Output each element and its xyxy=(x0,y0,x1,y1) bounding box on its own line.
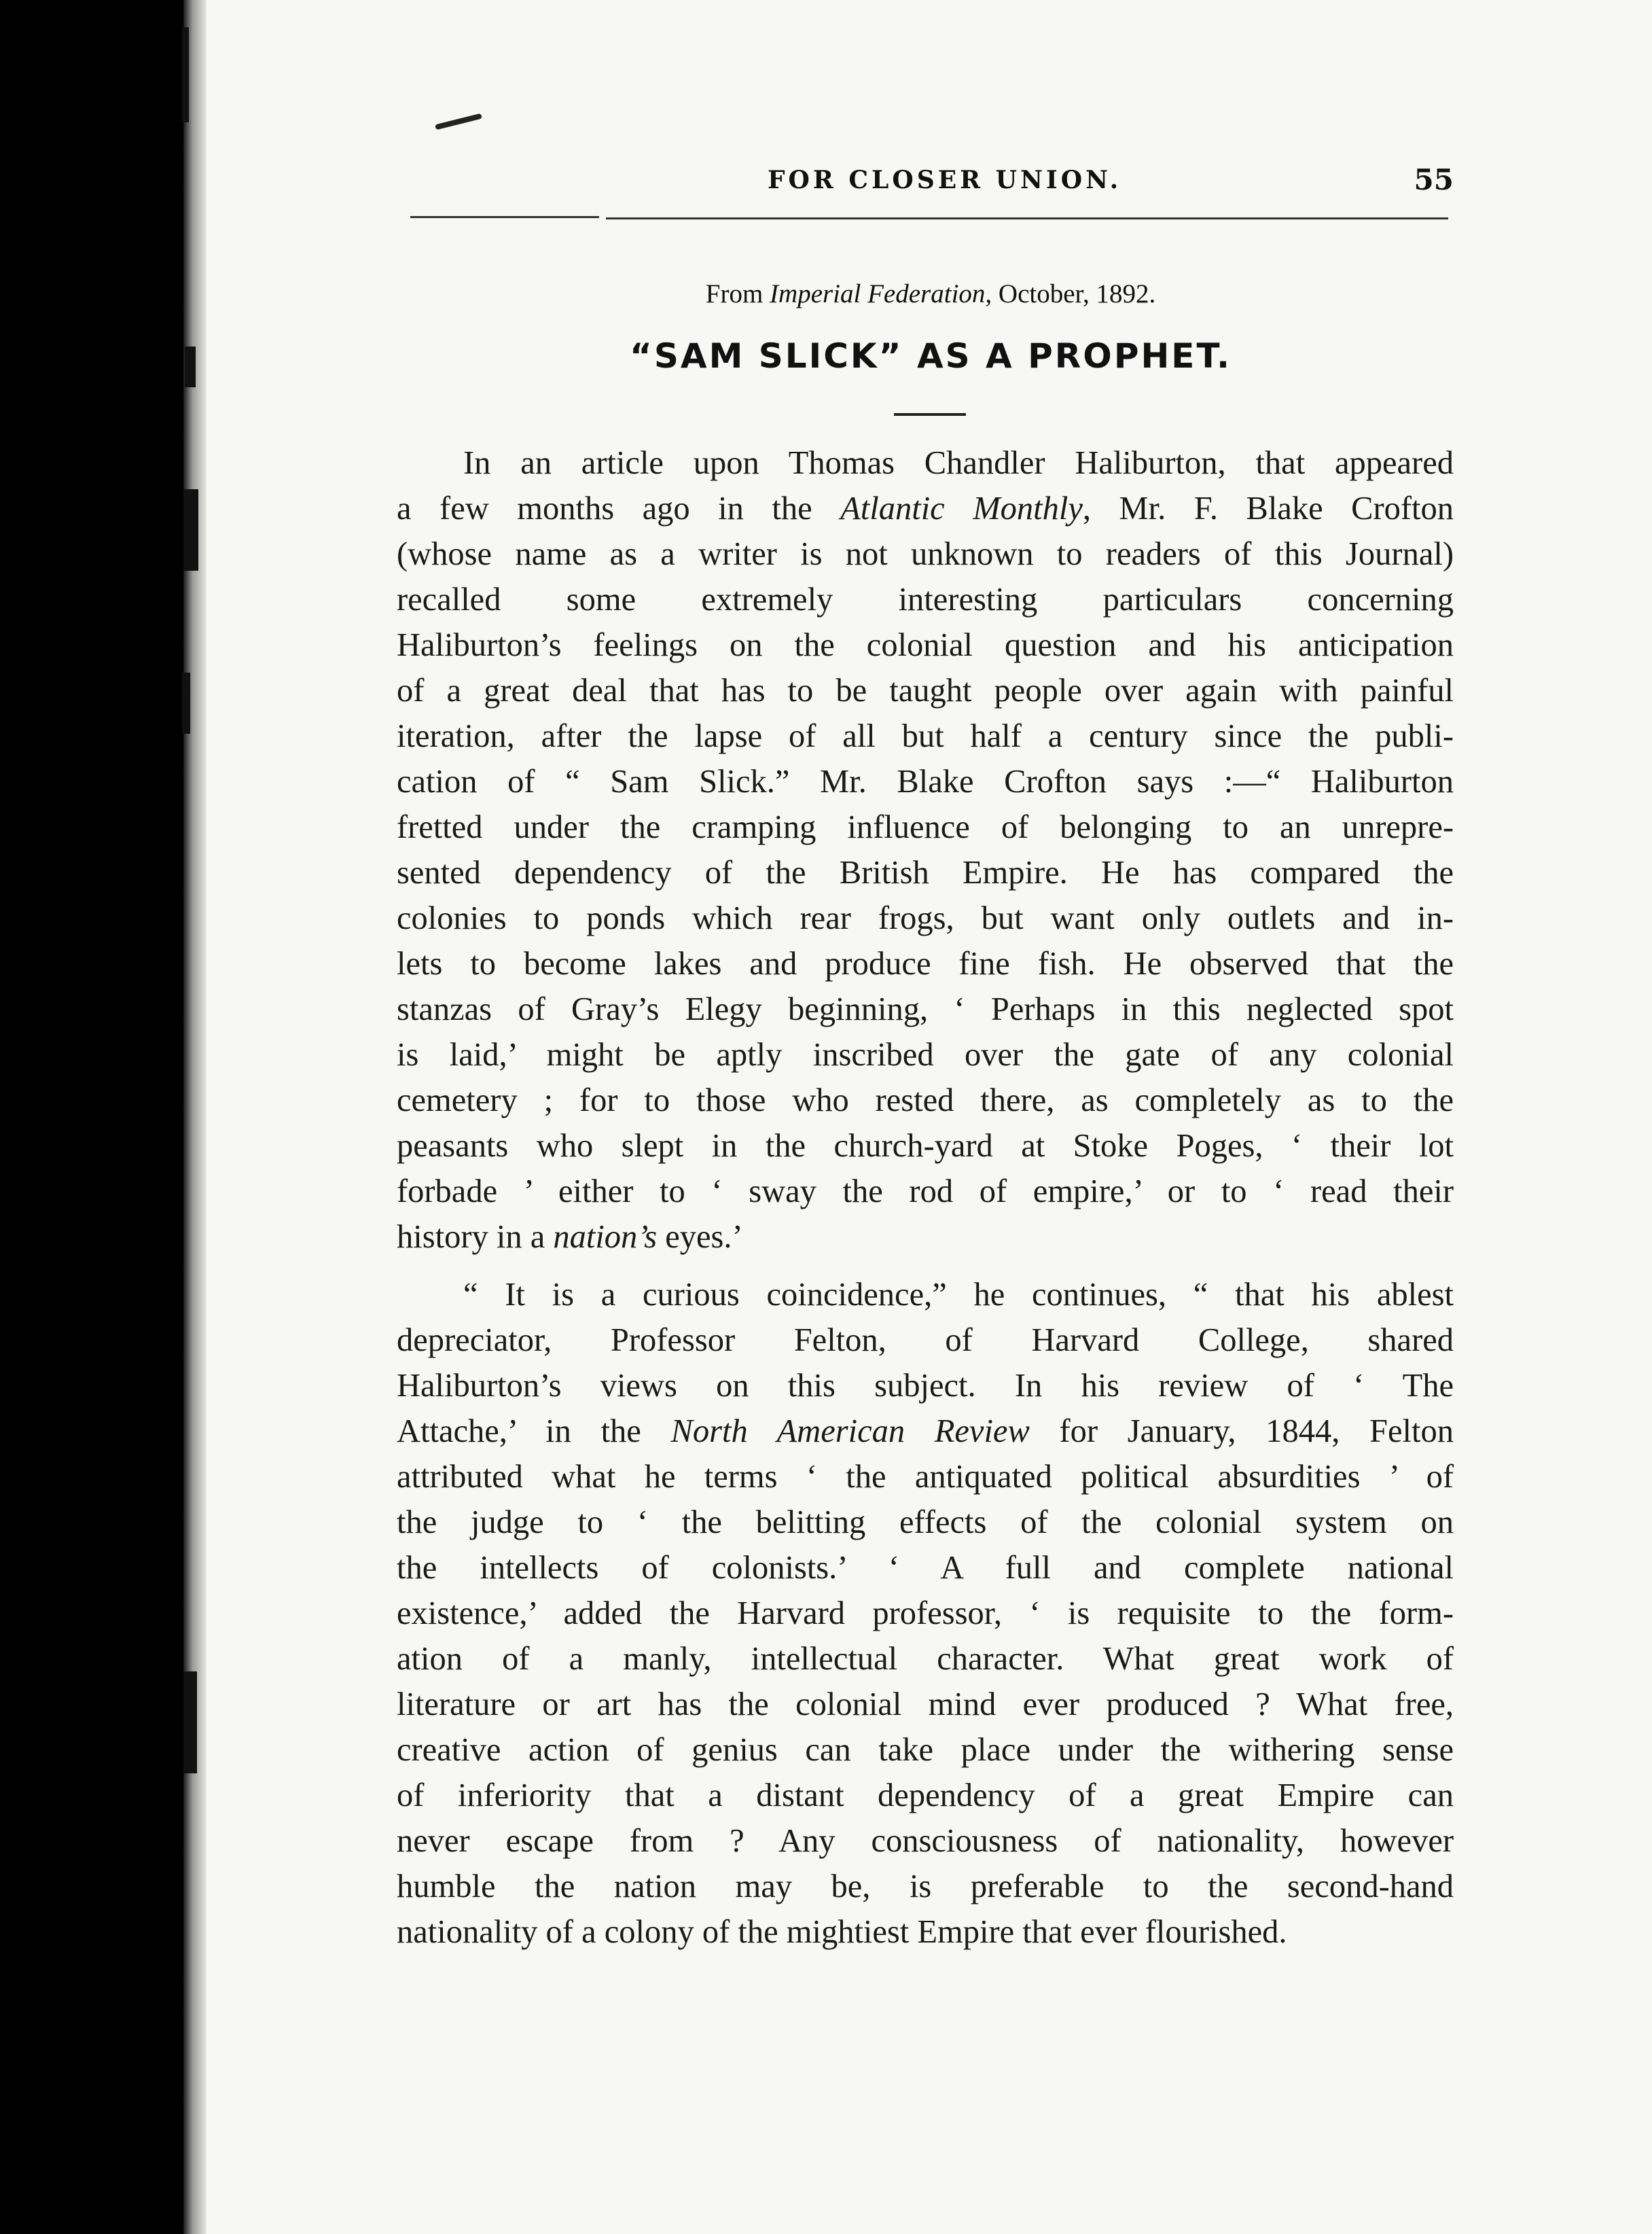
text-line: Haliburton’s feelings on the colonial question and his anticipation xyxy=(397,627,1454,663)
text-line: In an article upon Thomas Chandler Haliburton, that appeared xyxy=(463,445,1454,481)
text-line: cation of “ Sam Slick.” Mr. Blake Crofton says :—“ Haliburton xyxy=(397,764,1454,800)
text-line: “ It is a curious coincidence,” he continues, “ that his ablest xyxy=(463,1277,1454,1313)
text-line: never escape from ? Any consciousness of nationality, however xyxy=(397,1823,1454,1859)
article-title: “SAM SLICK” AS A PROPHET. xyxy=(630,336,1232,376)
text-line: lets to become lakes and produce fine fish. He observed that the xyxy=(397,946,1454,982)
text-line: fretted under the cramping influence of belonging to an unrepre- xyxy=(397,809,1454,845)
text-line: recalled some extremely interesting particulars concerning xyxy=(397,582,1454,618)
source-date: October, 1892. xyxy=(998,279,1156,308)
stray-ink-mark xyxy=(435,113,482,130)
running-title: FOR CLOSER UNION. xyxy=(768,166,1122,194)
text-line: is laid,’ might be aptly inscribed over the gate of any colonial xyxy=(397,1037,1454,1073)
source-journal: Imperial Federation, xyxy=(770,279,992,308)
text-line: sented dependency of the British Empire. He has compared the xyxy=(397,855,1454,891)
title-rule xyxy=(894,413,966,416)
paragraph xyxy=(397,1272,1454,1955)
text-line: Haliburton’s views on this subject. In his review of ‘ The xyxy=(397,1368,1454,1404)
header-rule-right xyxy=(606,217,1448,219)
text-line: nationality of a colony of the mightiest Empire that ever flourished. xyxy=(397,1914,1287,1950)
text-line: history in a nation’s eyes.’ xyxy=(397,1219,743,1255)
text-line: literature or art has the colonial mind ever produced ? What free, xyxy=(397,1686,1454,1722)
text-line: depreciator, Professor Felton, of Harvard College, shared xyxy=(397,1322,1454,1358)
text-line: existence,’ added the Harvard professor, ‘ is requisite to the form- xyxy=(397,1595,1454,1631)
text-line: creative action of genius can take place under the withering sense xyxy=(397,1732,1454,1768)
text-line: peasants who slept in the church-yard at Stoke Poges, ‘ their lot xyxy=(397,1128,1454,1164)
paragraph xyxy=(397,440,1454,1260)
page-number: 55 xyxy=(1414,163,1454,196)
text-line: of a great deal that has to be taught people over again with painful xyxy=(397,673,1454,709)
text-line: Attache,’ in the North American Review for January, 1844, Felton xyxy=(397,1413,1454,1449)
article-body xyxy=(397,440,1454,1955)
text-line: forbade ’ either to ‘ sway the rod of empire,’ or to ‘ read their xyxy=(397,1173,1454,1209)
text-line: cemetery ; for to those who rested there, as completely as to the xyxy=(397,1082,1454,1118)
text-line: (whose name as a writer is not unknown to readers of this Journal) xyxy=(397,536,1454,572)
source-prefix: From xyxy=(705,279,764,308)
text-line: the intellects of colonists.’ ‘ A full and complete national xyxy=(397,1550,1454,1586)
header-rule-left xyxy=(410,216,599,218)
book-binding-shadow xyxy=(0,0,183,2234)
text-line: iteration, after the lapse of all but half a century since the publi- xyxy=(397,718,1454,754)
text-line: stanzas of Gray’s Elegy beginning, ‘ Perhaps in this neglected spot xyxy=(397,991,1454,1027)
text-line: attributed what he terms ‘ the antiquated political absurdities ’ of xyxy=(397,1459,1454,1495)
text-line: ation of a manly, intellectual character. What great work of xyxy=(397,1641,1454,1677)
text-line: colonies to ponds which rear frogs, but want only outlets and in- xyxy=(397,900,1454,936)
source-citation xyxy=(408,279,1454,309)
page-gutter xyxy=(183,0,206,2234)
running-head xyxy=(408,163,1454,211)
text-line: humble the nation may be, is preferable to the second-hand xyxy=(397,1868,1454,1904)
text-line: of inferiority that a distant dependency of a great Empire can xyxy=(397,1777,1454,1813)
text-line: a few months ago in the Atlantic Monthly, Mr. F. Blake Crofton xyxy=(397,491,1454,527)
text-line: the judge to ‘ the belitting effects of the colonial system on xyxy=(397,1504,1454,1540)
